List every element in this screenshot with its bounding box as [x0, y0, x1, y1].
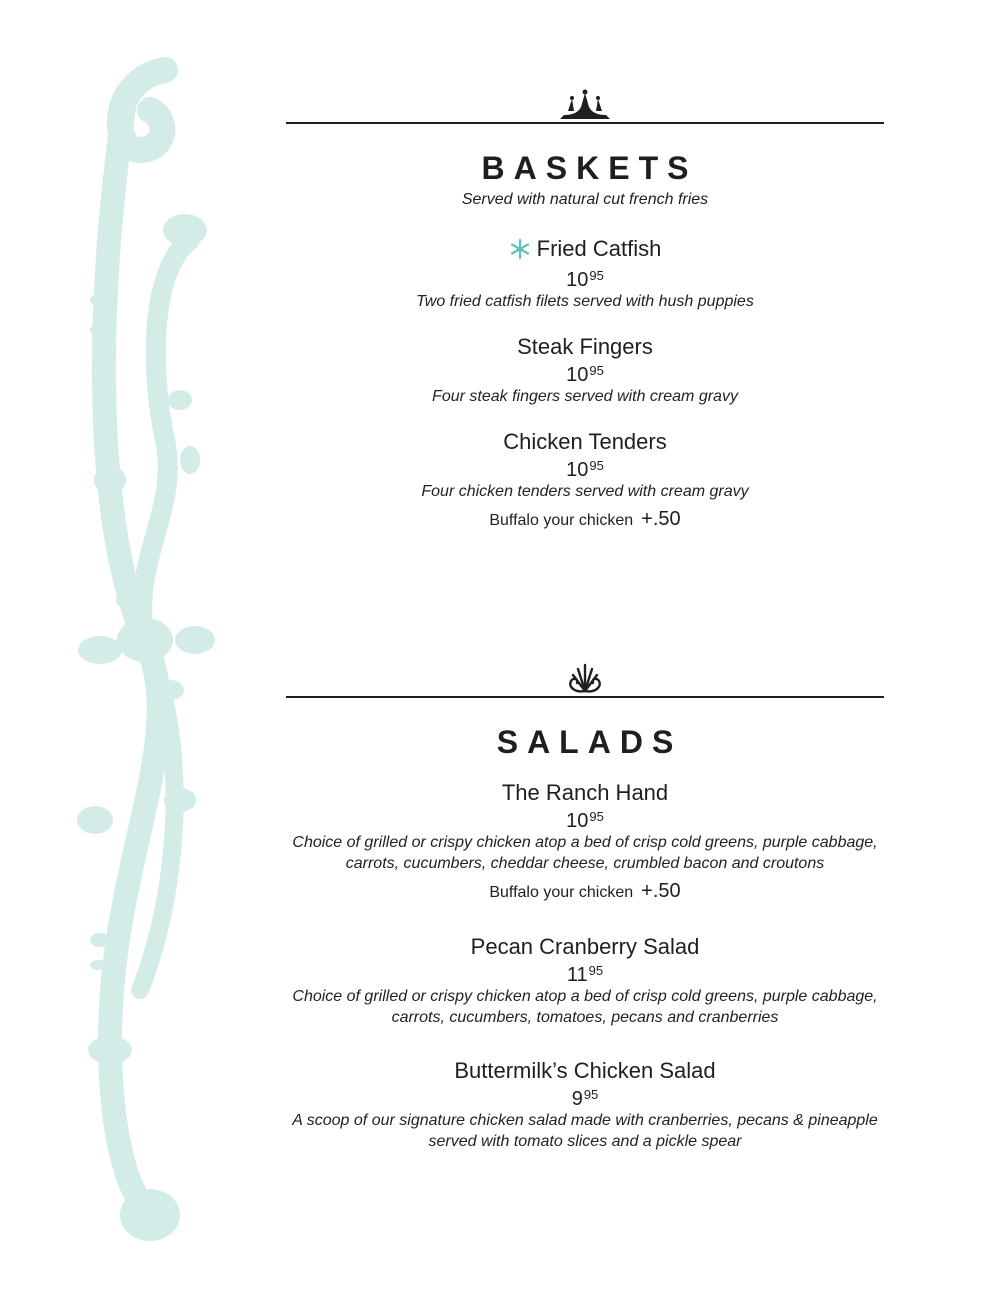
menu-item-buttermilks-chicken-salad	[270, 1058, 900, 1152]
item-description-line2: carrots, cucumbers, cheddar cheese, crumbled bacon and croutons	[345, 855, 825, 872]
fleur-ornament-icon	[565, 661, 605, 695]
addon-price: +.50	[641, 508, 681, 530]
item-price: $11^{95}$	[566, 963, 604, 986]
menu-item-steak-fingers	[270, 334, 900, 407]
item-addon	[270, 880, 900, 904]
menu-item-pecan-cranberry-salad	[270, 934, 900, 1028]
item-description-line1: A scoop of our signature chicken salad made with cranberries, pecans & pineapple	[292, 1112, 878, 1129]
item-name: Pecan Cranberry Salad	[470, 934, 700, 959]
item-price: $9^{95}$	[571, 1087, 599, 1110]
salads-section	[270, 724, 900, 1152]
menu-item-ranch-hand	[270, 780, 900, 904]
item-price: $10^{95}$	[566, 809, 604, 832]
item-description-line1: Choice of grilled or crispy chicken atop a bed of crisp cold greens, purple cabbage,	[292, 834, 878, 851]
snowflake-star-icon	[509, 238, 531, 260]
item-price: $10^{95}$	[566, 268, 604, 291]
item-description-line2: carrots, cucumbers, tomatoes, pecans and cranberries	[391, 1009, 779, 1026]
item-name: The Ranch Hand	[501, 780, 669, 805]
section-title-salads: SALADS	[496, 724, 683, 760]
menu-item-fried-catfish	[270, 236, 900, 312]
item-description: Four steak fingers served with cream gravy	[432, 388, 738, 405]
item-name: Buttermilk’s Chicken Salad	[454, 1058, 716, 1083]
item-description: Two fried catfish filets served with hush puppies	[416, 293, 754, 310]
item-price: $10^{95}$	[566, 363, 604, 386]
item-name: Chicken Tenders	[503, 429, 667, 454]
item-addon	[270, 508, 900, 532]
item-description-line1: Choice of grilled or crispy chicken atop a bed of crisp cold greens, purple cabbage,	[292, 988, 878, 1005]
scroll-flourish-icon	[70, 40, 220, 1260]
crown-ornament-icon	[558, 89, 612, 121]
item-name: Fried Catfish	[536, 236, 662, 261]
section-subtitle-baskets: Served with natural cut french fries	[461, 191, 709, 208]
addon-label: Buffalo your chicken	[489, 512, 634, 529]
baskets-section	[270, 150, 900, 532]
item-name: Steak Fingers	[517, 334, 653, 359]
menu-item-chicken-tenders	[270, 429, 900, 532]
item-price: $10^{95}$	[566, 458, 604, 481]
section-title-baskets: BASKETS	[481, 150, 698, 186]
item-description: Four chicken tenders served with cream gravy	[421, 483, 749, 500]
divider-middle	[286, 658, 884, 698]
divider-top	[286, 84, 884, 124]
addon-label: Buffalo your chicken	[489, 884, 634, 901]
item-description-line2: served with tomato slices and a pickle spear	[428, 1133, 742, 1150]
addon-price: +.50	[641, 880, 681, 902]
